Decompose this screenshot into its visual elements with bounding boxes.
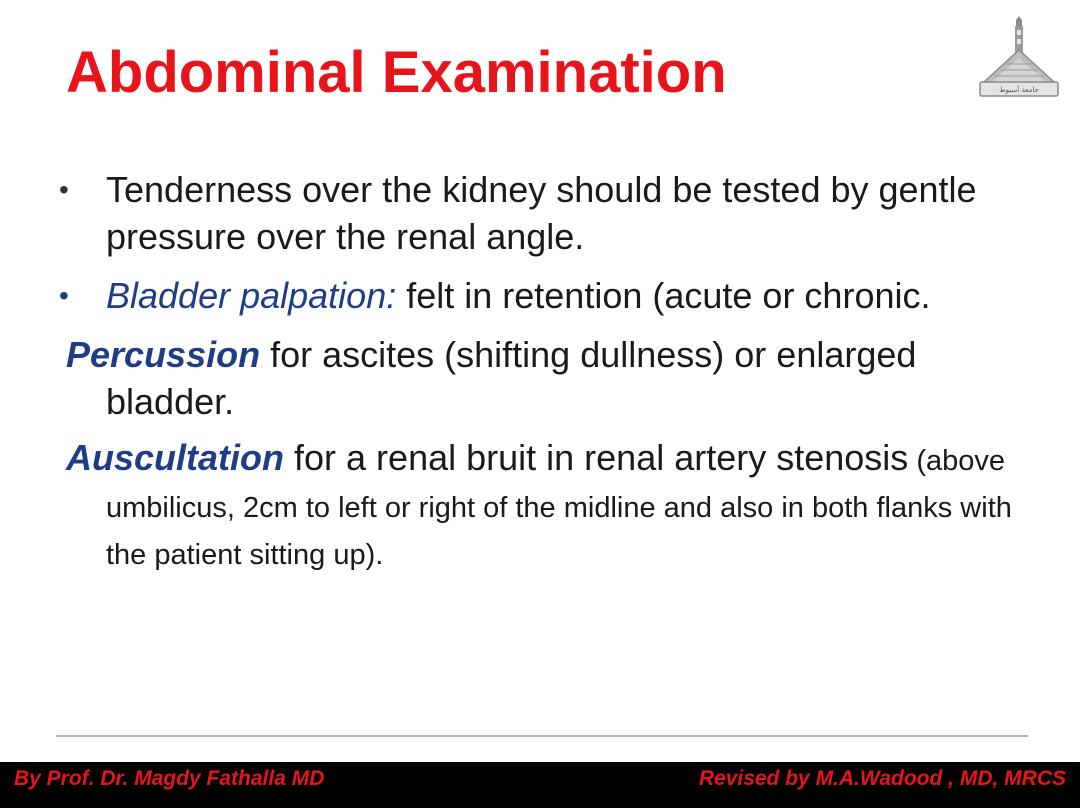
paragraph-percussion	[66, 331, 1026, 425]
paragraph-note: (above umbilicus, 2cm to left or right of the midline and also in both flanks with the patient sitting up).	[106, 445, 1012, 571]
paragraph-text: for a renal bruit in renal artery stenosis	[284, 437, 909, 478]
footer-reviser: Revised by M.A.Wadood , MD, MRCS	[698, 767, 1066, 790]
paragraph-auscultation	[66, 434, 1026, 575]
paragraph-text: for ascites (shifting dullness) or enlarged bladder.	[106, 334, 917, 422]
bullet-text: felt in retention (acute or chronic.	[396, 275, 931, 316]
footer-divider	[56, 735, 1028, 737]
paragraph-term: Auscultation	[66, 437, 285, 478]
slide-title: Abdominal Examination	[66, 40, 727, 105]
university-emblem-icon	[974, 16, 1064, 100]
bullet-item	[59, 272, 1026, 319]
footer-author: By Prof. Dr. Magdy Fathalla MD	[14, 767, 325, 790]
bullet-lead: Bladder palpation:	[106, 275, 397, 316]
paragraph-term: Percussion	[66, 334, 261, 375]
footer-bar	[0, 762, 1080, 808]
bullet-item	[59, 166, 1026, 260]
bullet-text: Tenderness over the kidney should be tested by gentle pressure over the renal angle.	[106, 169, 977, 257]
slide-content	[59, 166, 1026, 584]
bullet-dot: •	[59, 174, 69, 205]
logo-text: جامعة أسيوط	[999, 86, 1039, 94]
bullet-dot: •	[59, 280, 69, 311]
